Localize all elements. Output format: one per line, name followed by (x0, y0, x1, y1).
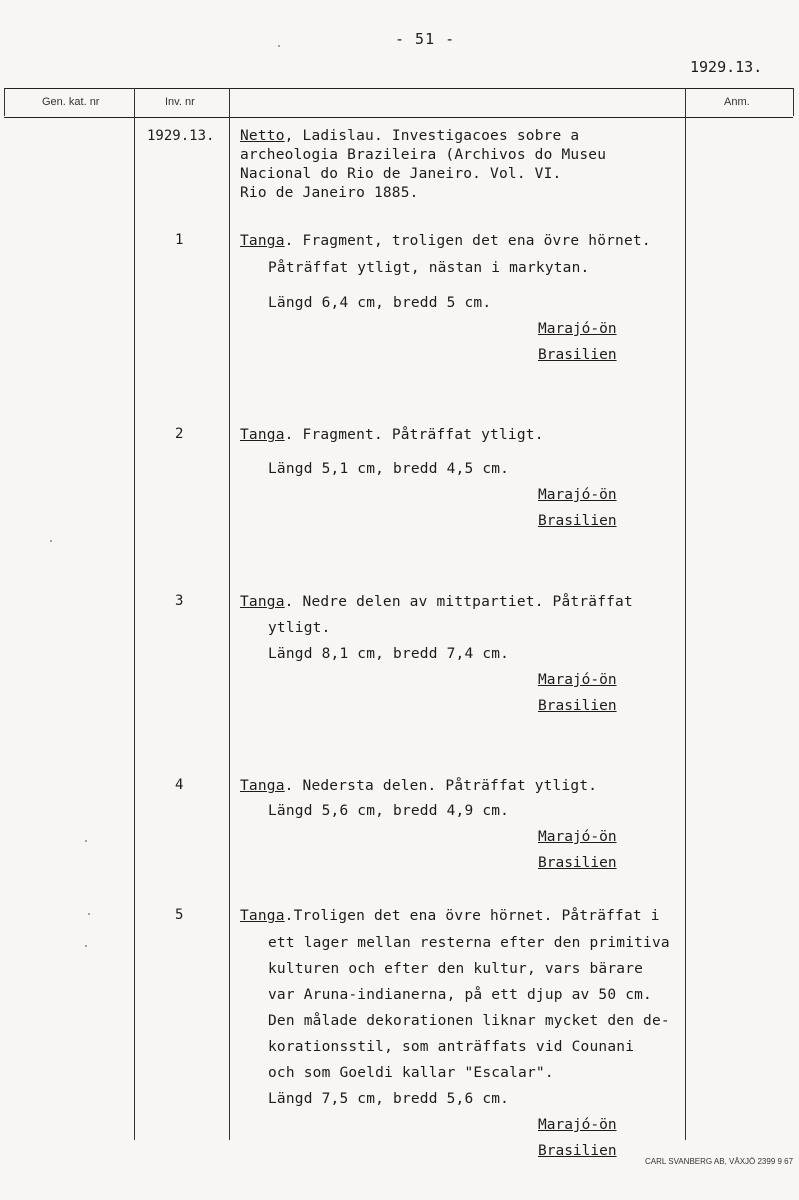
page-number: - 51 - (395, 30, 456, 48)
entry-3-inv: 3 (175, 593, 184, 609)
entry-3-line-3: Längd 8,1 cm, bredd 7,4 cm. (268, 646, 510, 662)
header-anm: Anm. (724, 96, 750, 108)
column-rule-right (793, 88, 794, 116)
entry-1-line-1: Tanga. Fragment, troligen det ena övre hörnet. (240, 233, 651, 249)
reference-inv: 1929.13. (147, 128, 215, 144)
column-rule-anm (685, 88, 686, 1140)
entry-1-place: Marajó-ön (538, 321, 617, 337)
header-gen-kat-nr: Gen. kat. nr (42, 96, 100, 108)
entry-2-inv: 2 (175, 426, 184, 442)
entry-2-country: Brasilien (538, 513, 617, 529)
reference-line-1-rest: , Ladislau. Investigacoes sobre a (284, 128, 580, 144)
column-rule-inv (229, 88, 230, 1140)
entry-3-country: Brasilien (538, 698, 617, 714)
scan-speck (278, 45, 280, 47)
reference-line-3: Nacional do Rio de Janeiro. Vol. VI. (240, 166, 562, 182)
entry-name: Tanga (240, 594, 285, 610)
entry-2-line-2: Längd 5,1 cm, bredd 4,5 cm. (268, 461, 510, 477)
entry-1-inv: 1 (175, 232, 184, 248)
reference-line-1 (240, 128, 579, 144)
entry-name: Tanga (240, 908, 285, 924)
entry-2-line-1: Tanga. Fragment. Påträffat ytligt. (240, 427, 544, 443)
entry-4-line-2: Längd 5,6 cm, bredd 4,9 cm. (268, 803, 510, 819)
entry-2-place: Marajó-ön (538, 487, 617, 503)
entry-5-line-4: var Aruna-indianerna, på ett djup av 50 cm. (268, 987, 652, 1003)
entry-name: Tanga (240, 427, 285, 443)
entry-4-line-1: Tanga. Nedersta delen. Påträffat ytligt. (240, 778, 598, 794)
catalog-ref: 1929.13. (690, 58, 763, 76)
entry-5-line-1: Tanga.Troligen det ena övre hörnet. Påträffat i (240, 908, 660, 924)
entry-5-line-5: Den målade dekorationen liknar mycket den de- (268, 1013, 670, 1029)
entry-5-line-6: korationsstil, som anträffats vid Counani (268, 1039, 635, 1055)
entry-5-line-3: kulturen och efter den kultur, vars bärare (268, 961, 644, 977)
scan-speck (85, 945, 87, 947)
table-header (4, 88, 793, 118)
entry-1-country: Brasilien (538, 347, 617, 363)
scan-speck (50, 540, 52, 542)
entry-5-line-2: ett lager mellan resterna efter den primitiva (268, 935, 670, 951)
column-rule-gen (134, 88, 135, 1140)
entry-name: Tanga (240, 778, 285, 794)
scan-speck (85, 840, 87, 842)
reference-line-4: Rio de Janeiro 1885. (240, 185, 419, 201)
entry-5-line-8: Längd 7,5 cm, bredd 5,6 cm. (268, 1091, 510, 1107)
entry-5-place: Marajó-ön (538, 1117, 617, 1133)
entry-1-line-2: Påträffat ytligt, nästan i markytan. (268, 260, 590, 276)
reference-author: Netto (240, 128, 285, 144)
entry-5-country: Brasilien (538, 1143, 617, 1159)
printer-footer: CARL SVANBERG AB, VÄXJÖ 2399 9 67 (645, 1157, 794, 1166)
entry-3-line-2: ytligt. (268, 620, 331, 636)
entry-4-place: Marajó-ön (538, 829, 617, 845)
entry-3-place: Marajó-ön (538, 672, 617, 688)
reference-line-2: archeologia Brazileira (Archivos do Museu (240, 147, 607, 163)
entry-4-inv: 4 (175, 777, 184, 793)
entry-name: Tanga (240, 233, 285, 249)
entry-4-country: Brasilien (538, 855, 617, 871)
entry-5-inv: 5 (175, 907, 184, 923)
entry-5-line-7: och som Goeldi kallar "Escalar". (268, 1065, 554, 1081)
entry-3-line-1: Tanga. Nedre delen av mittpartiet. Påträffat (240, 594, 633, 610)
column-rule-left (4, 88, 5, 116)
header-inv-nr: Inv. nr (165, 96, 195, 108)
scan-speck (88, 913, 90, 915)
entry-1-line-3: Längd 6,4 cm, bredd 5 cm. (268, 295, 492, 311)
